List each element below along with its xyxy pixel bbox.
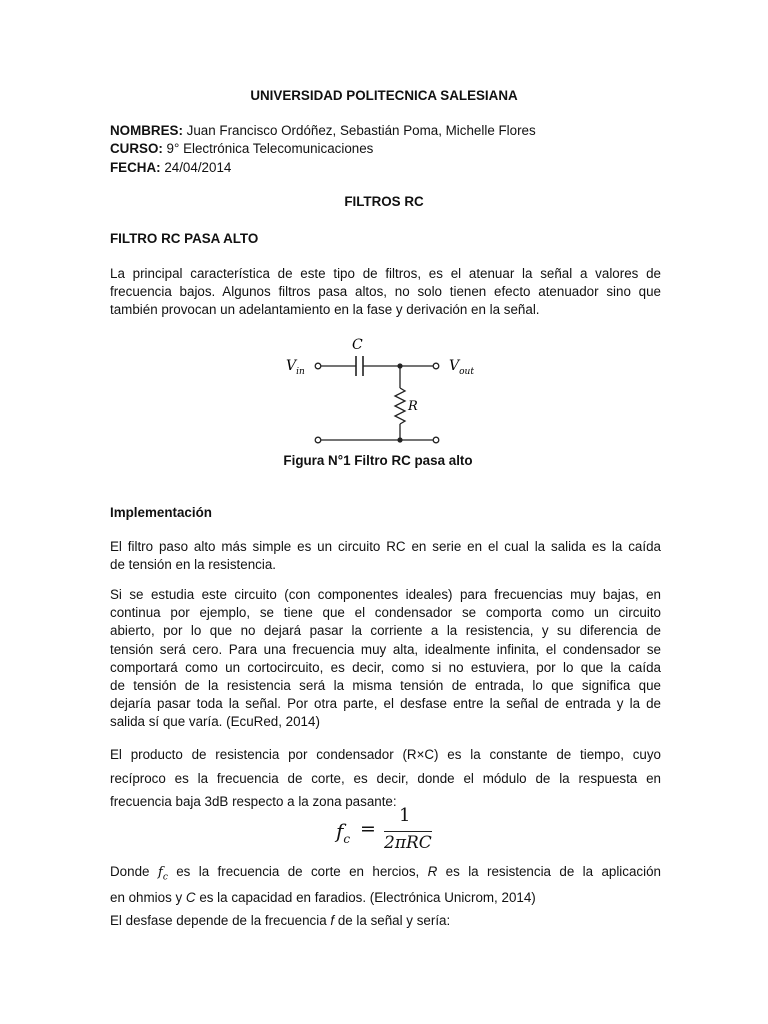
figure-caption: Figura N°1 Filtro RC pasa alto: [283, 453, 473, 468]
bottom-node: [397, 437, 402, 442]
names-label: NOMBRES:: [110, 123, 183, 138]
course-value: 9° Electrónica Telecomunicaciones: [162, 141, 374, 156]
section-heading-implementation: Implementación: [110, 505, 212, 520]
vin-terminal: [315, 363, 321, 369]
rc-high-pass-circuit-diagram: [280, 330, 490, 452]
ground-left-terminal: [315, 437, 321, 443]
vin-label: $V_{in}$: [286, 358, 305, 377]
vout-label: $V_{out}$: [449, 358, 474, 377]
capacitor-label: C: [352, 337, 363, 353]
paragraph-where: Donde $f_c$ es la frecuencia de corte en hercios, R es la resistencia de la aplicación en ohmios y C es la capacidad en faradios. (Electrónica Unicrom, 2014): [110, 864, 661, 905]
course-line: [110, 140, 373, 158]
formula-denominator: 2πRC: [384, 833, 432, 853]
date-value: 24/04/2014: [160, 160, 232, 175]
paragraph-circuit-behavior: Si se estudia este circuito (con componentes ideales) para frecuencias muy bajas, en continua por ejemplo, se tiene que el condensador se comporta como un circuito abierto, por lo que no dejará pasar la corriente a la resistencia, y su diferencia de tensión será cero. Para una frecuencia muy alta, idealmente infinita, el condensador se comportará como un cortocircuito, es decir, como si no estuviera, por lo que la caída de tensión de la resistencia será la misma tensión de entrada, lo que significa que dejaría pasar toda la señal. Por otra parte, el desfase entre la señal de entrada y la de salida sí que varía. (EcuRed, 2014): [110, 587, 661, 730]
resistor-symbol: [395, 388, 405, 424]
names-line: [110, 122, 536, 140]
formula-lhs: $f_c$: [336, 819, 351, 846]
section-heading-high-pass: FILTRO RC PASA ALTO: [110, 231, 259, 246]
fraction-bar: [384, 831, 432, 832]
formula-equals: =: [360, 818, 376, 840]
formula-numerator: 1: [399, 805, 411, 826]
resistor-label: R: [408, 399, 418, 414]
cutoff-frequency-formula: [334, 805, 444, 854]
paragraph-time-constant: El producto de resistencia por condensador (R×C) es la constante de tiempo, cuyo recíproco es la frecuencia de corte, es decir, donde el módulo de la respuesta en frecuencia baja 3dB respecto a la zona pasante:: [110, 747, 661, 809]
ground-right-terminal: [433, 437, 439, 443]
top-node: [397, 363, 402, 368]
vout-terminal: [433, 363, 439, 369]
document-title: FILTROS RC: [344, 194, 424, 209]
date-line: [110, 159, 231, 177]
date-label: FECHA:: [110, 160, 161, 175]
course-label: CURSO:: [110, 141, 163, 156]
paragraph-phase-shift: El desfase depende de la frecuencia f de la señal y sería:: [110, 913, 451, 928]
names-value: Juan Francisco Ordóñez, Sebastián Poma, Michelle Flores: [182, 123, 536, 138]
intro-paragraph: La principal característica de este tipo de filtros, es el atenuar la señal a valores de frecuencia bajos. Algunos filtros pasa altos, no solo tienen efecto atenuador sino que también provocan un adelantamiento en la fase y derivación en la señal.: [110, 266, 661, 318]
paragraph-simple-filter: El filtro paso alto más simple es un circuito RC en serie en el cual la salida es la caída de tensión en la resistencia.: [110, 539, 661, 573]
university-name: UNIVERSIDAD POLITECNICA SALESIANA: [250, 88, 518, 103]
